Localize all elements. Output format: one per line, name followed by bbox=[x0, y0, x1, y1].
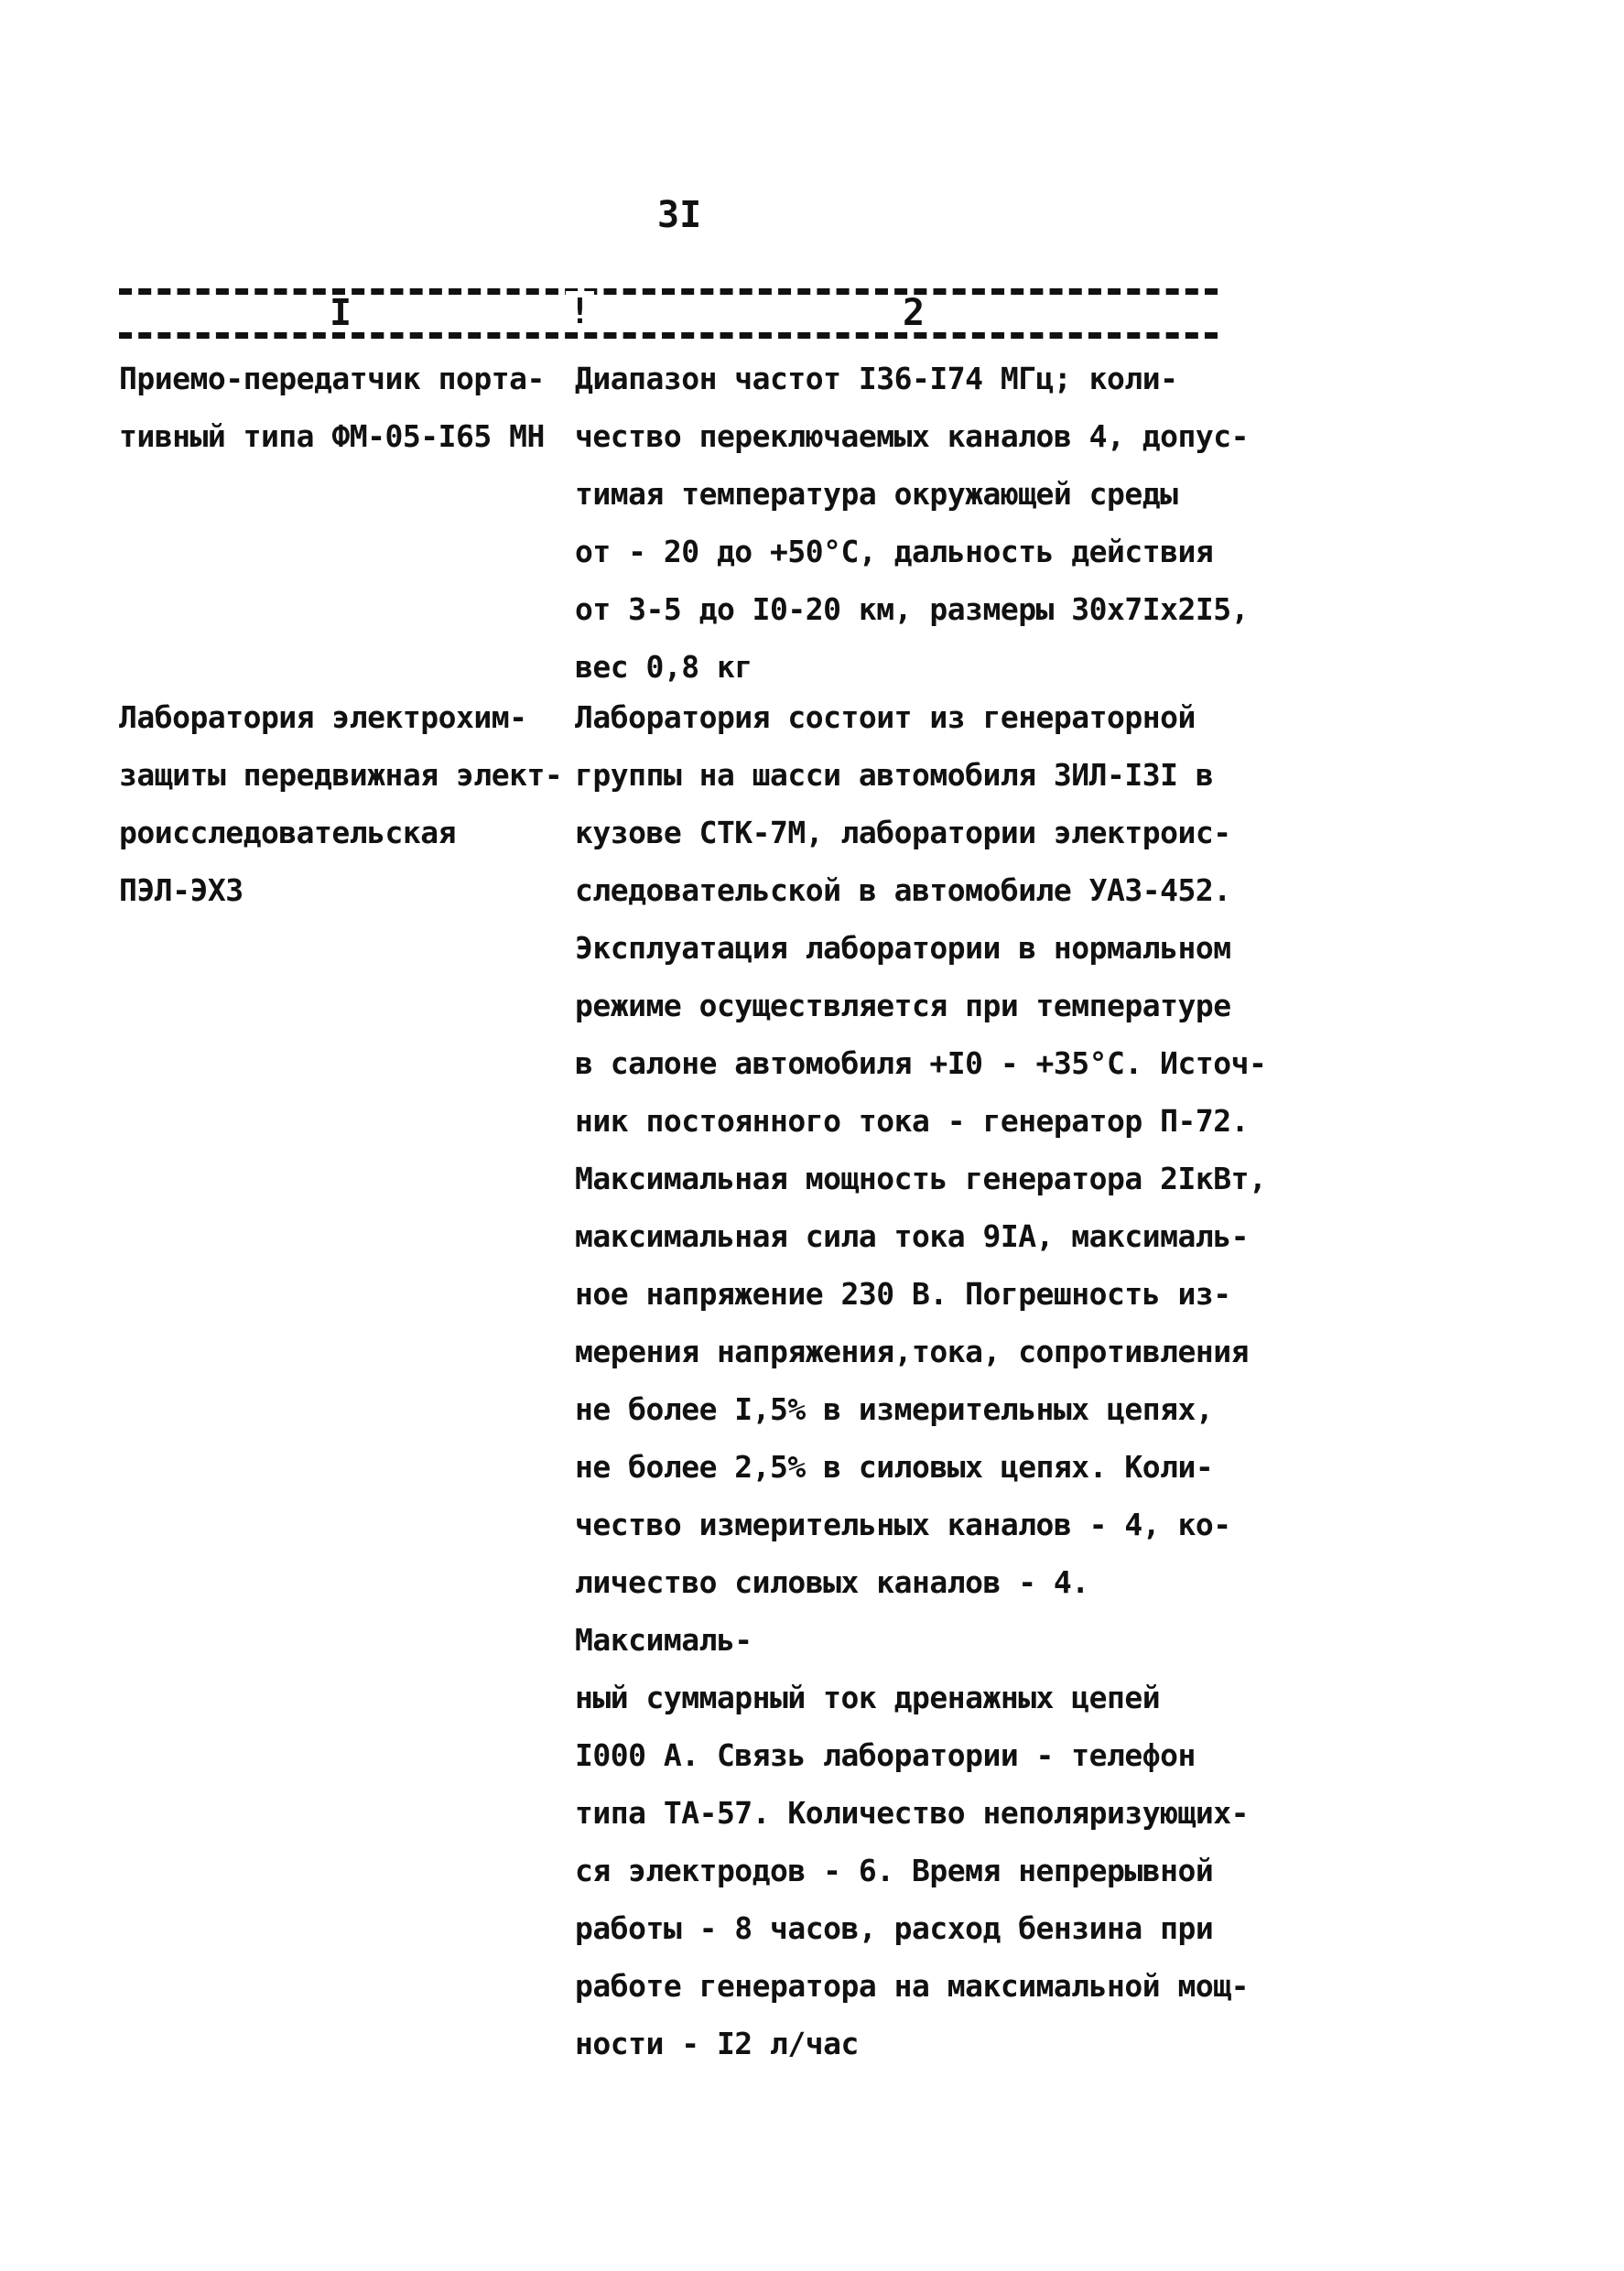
page-number: 3I bbox=[657, 194, 702, 236]
column-separator: ! bbox=[566, 291, 594, 331]
row-2-specification: Лаборатория состоит из генераторной группы на шасси автомобиля ЗИЛ-I3I в кузове СТК-7М, лаборатории электроис- следовательской в автомобиле УАЗ-452. Эксплуатация лаборатории в нормальном режиме осуществляется при температуре в салоне автомобиля +I0 - +35°С. Источ- ник постоянного тока - генератор П-72. Максимальная мощность генератора 2IкВт, максимальная сила тока 9IA, максималь- ное напряжение 230 В. Погрешность из- мерения напряжения,тока, сопротивления не более I,5% в измерительных цепях, не более 2,5% в силовых цепях. Коли- чество измерительных каналов - 4, ко- личество силовых каналов - 4. Максималь- ный суммарный ток дренажных цепей I000 А. Связь лаборатории - телефон типа ТА-57. Количество неполяризующих- ся электродов - 6. Время непрерывной работы - 8 часов, расход бензина при работе генератора на максимальной мощ- ности - I2 л/час bbox=[575, 699, 1267, 2061]
row-1-equipment-name: Приемо-передатчик порта- тивный типа ФМ-05-I65 МН bbox=[119, 361, 545, 454]
table-header-bottom-rule bbox=[119, 332, 1218, 339]
column-number-1: I bbox=[324, 295, 357, 331]
row-1-specification: Диапазон частот I36-I74 МГц; коли- чество переключаемых каналов 4, допус- тимая температура окружающей среды от - 20 до +50°С, дальность действия от 3-5 до I0-20 км, размеры 30x7Ix2I5, вес 0,8 кг bbox=[575, 361, 1249, 685]
row-2-equipment-name: Лаборатория электрохим- защиты передвижная элект- роисследовательская ПЭЛ-ЭХЗ bbox=[119, 699, 563, 908]
column-number-2: 2 bbox=[897, 295, 930, 331]
table-header-top-rule bbox=[119, 288, 1218, 295]
